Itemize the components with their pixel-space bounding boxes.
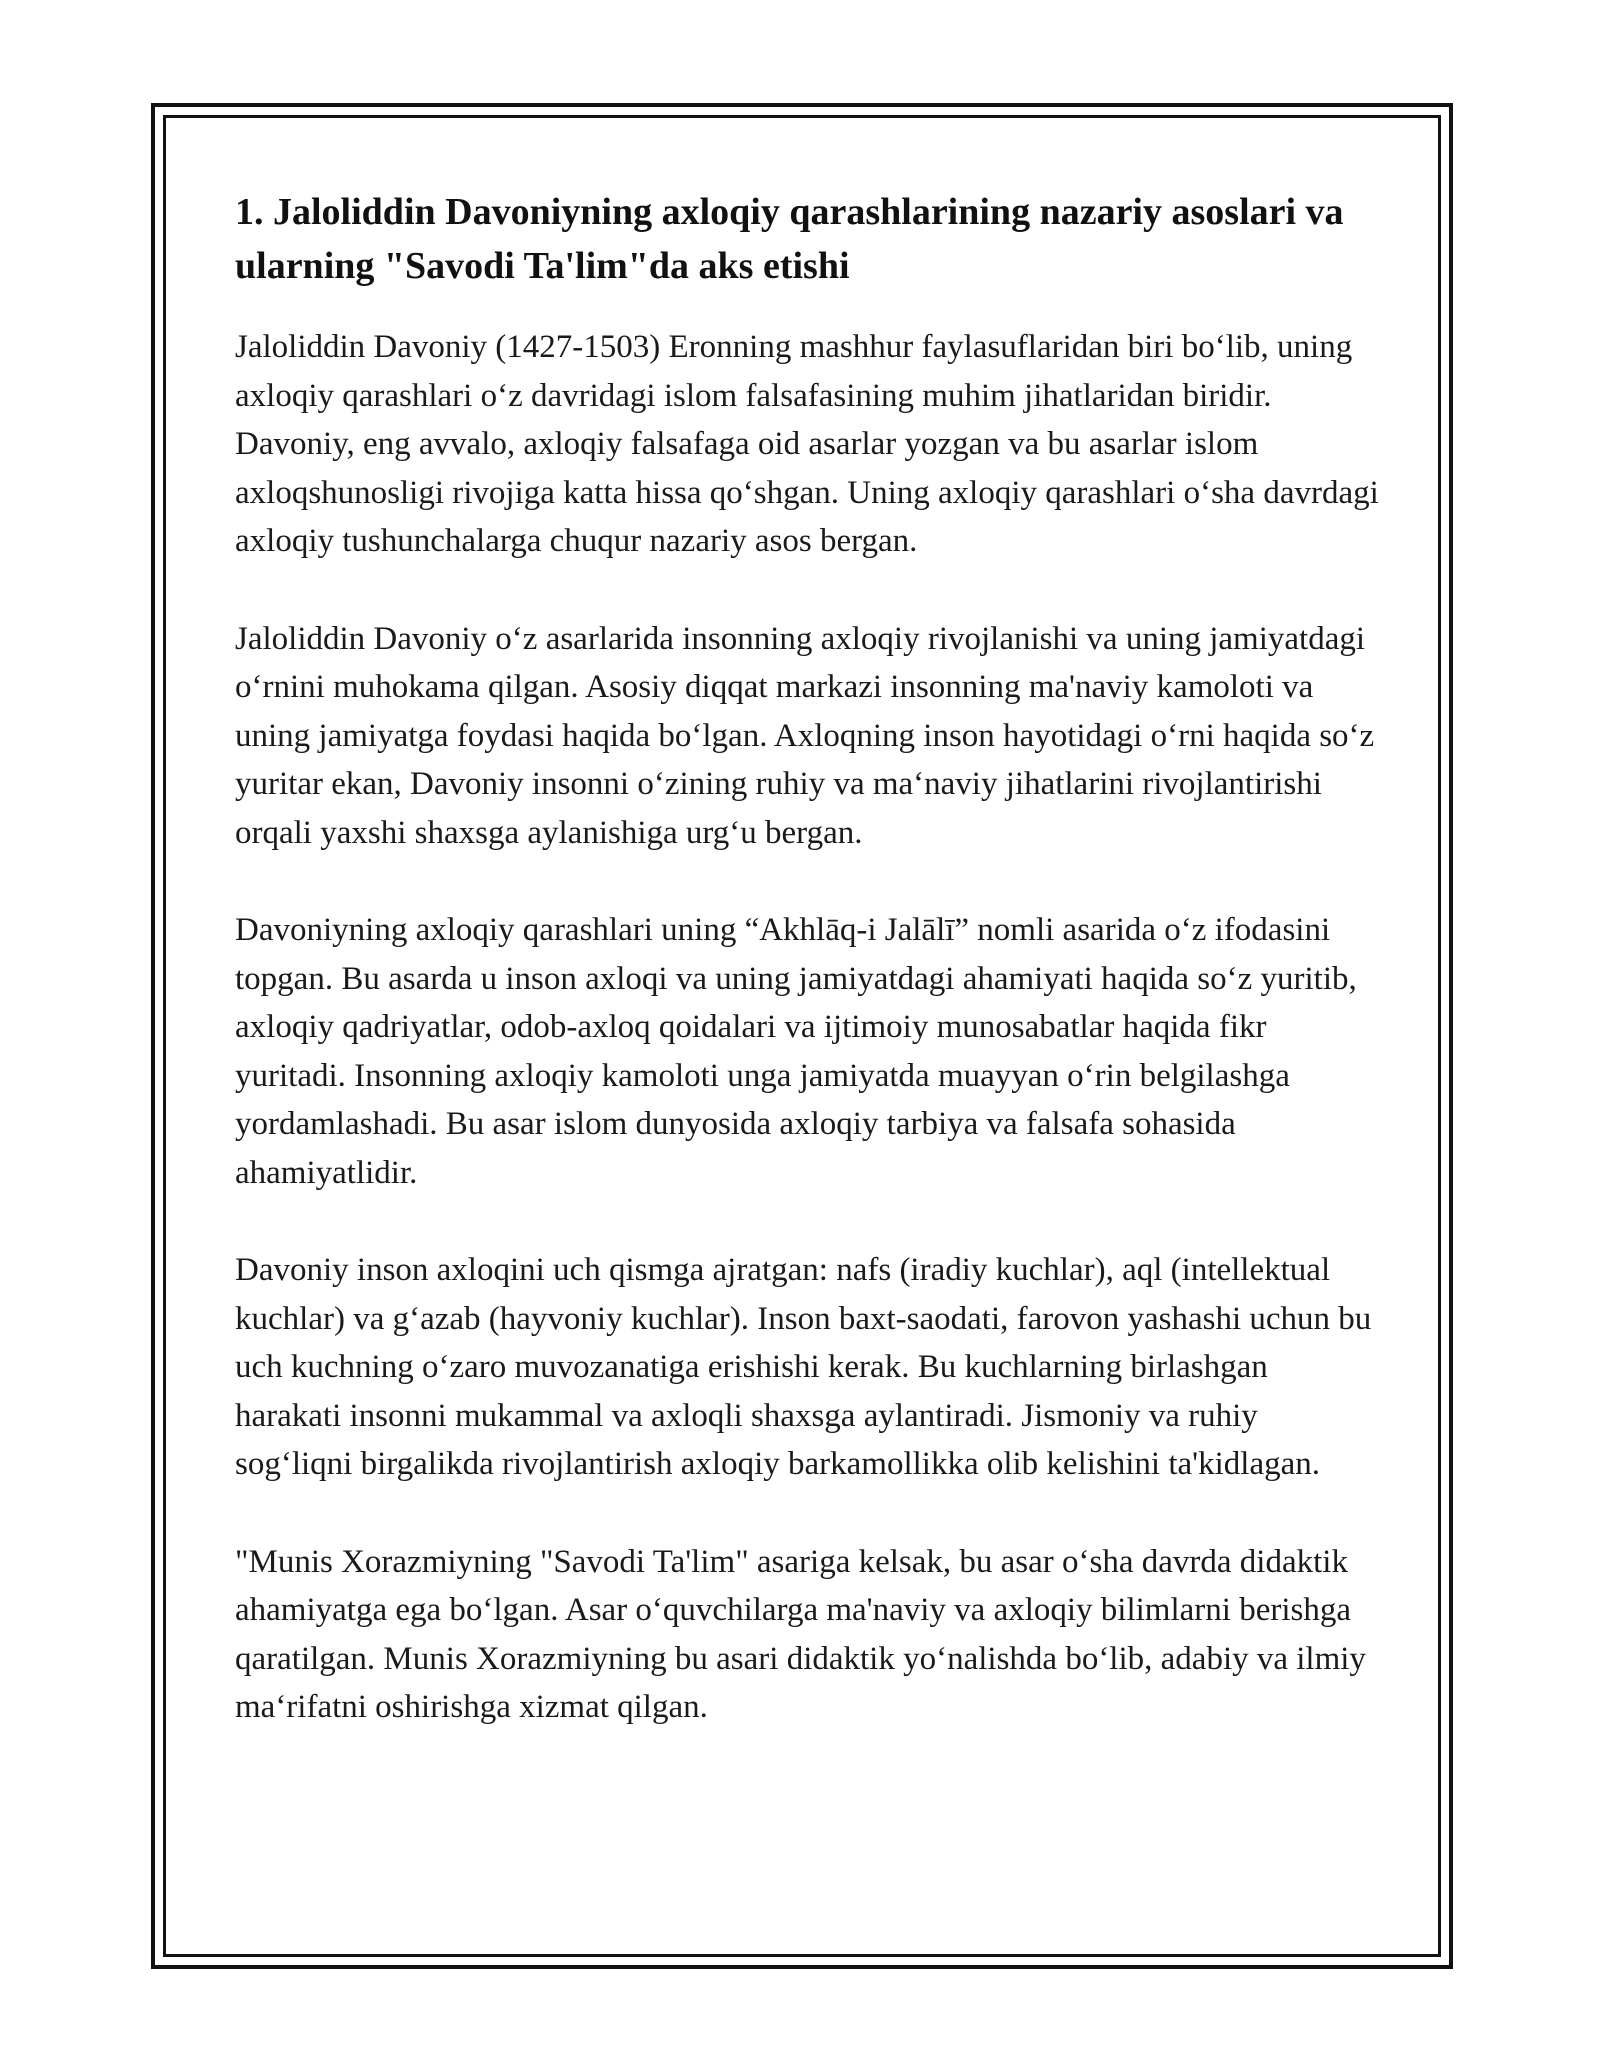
section-heading: 1. Jaloliddin Davoniyning axloqiy qarashlarining nazariy asoslari va ularning "Savodi Ta'lim"da aks etishi <box>235 191 1344 287</box>
paragraph-5: "Munis Xorazmiyning "Savodi Ta'lim" asariga kelsak, bu asar oʻsha davrda didaktik ahamiyatga ega boʻlgan. Asar oʻquvchilarga ma'naviy va axloqiy bilimlarni berishga qaratilgan. Munis Xorazmiyning bu asari didaktik yoʻnalishda boʻlib, adabiy va ilmiy maʻrifatni oshirishga xizmat qilgan. <box>235 1543 1366 1725</box>
paragraph-2: Jaloliddin Davoniy oʻz asarlarida insonning axloqiy rivojlanishi va uning jamiyatdagi oʻrnini muhokama qilgan. Asosiy diqqat markazi insonning ma'naviy kamoloti va uning jamiyatga foydasi haqida boʻlgan. Axloqning inson hayotidagi oʻrni haqida soʻz yuritar ekan, Davoniy insonni oʻzining ruhiy va maʻnaviy jihatlarini rivojlantirishi orqali yaxshi shaxsga aylanishiga urgʻu bergan. <box>235 620 1375 851</box>
document-body <box>235 185 1380 1781</box>
paragraph-3: Davoniyning axloqiy qarashlari uning “Akhlāq-i Jalālī” nomli asarida oʻz ifodasini topgan. Bu asarda u inson axloqi va uning jamiyatdagi ahamiyati haqida soʻz yuritib, axloqiy qadriyatlar, odob-axloq qoidalari va ijtimoiy munosabatlar haqida fikr yuritadi. Insonning axloqiy kamoloti unga jamiyatda muayyan oʻrin belgilashga yordamlashadi. Bu asar islom dunyosida axloqiy tarbiya va falsafa sohasida ahamiyatlidir. <box>235 912 1357 1191</box>
paragraph-1: Jaloliddin Davoniy (1427-1503) Eronning mashhur faylasuflaridan biri boʻlib, uning axloqiy qarashlari oʻz davridagi islom falsafasining muhim jihatlaridan biridir. Davoniy, eng avvalo, axloqiy falsafaga oid asarlar yozgan va bu asarlar islom axloqshunosligi rivojiga katta hissa qoʻshgan. Uning axloqiy qarashlari oʻsha davrdagi axloqiy tushunchalarga chuqur nazariy asos bergan. <box>235 329 1379 559</box>
paragraph-4: Davoniy inson axloqini uch qismga ajratgan: nafs (iradiy kuchlar), aql (intellektual kuchlar) va gʻazab (hayvoniy kuchlar). Inson baxt-saodati, farovon yashashi uchun bu uch kuchning oʻzaro muvozanatiga erishishi kerak. Bu kuchlarning birlashgan harakati insonni mukammal va axloqli shaxsga aylantiradi. Jismoniy va ruhiy sogʻliqni birgalikda rivojlantirish axloqiy barkamollikka olib kelishini ta'kidlagan. <box>235 1252 1372 1482</box>
